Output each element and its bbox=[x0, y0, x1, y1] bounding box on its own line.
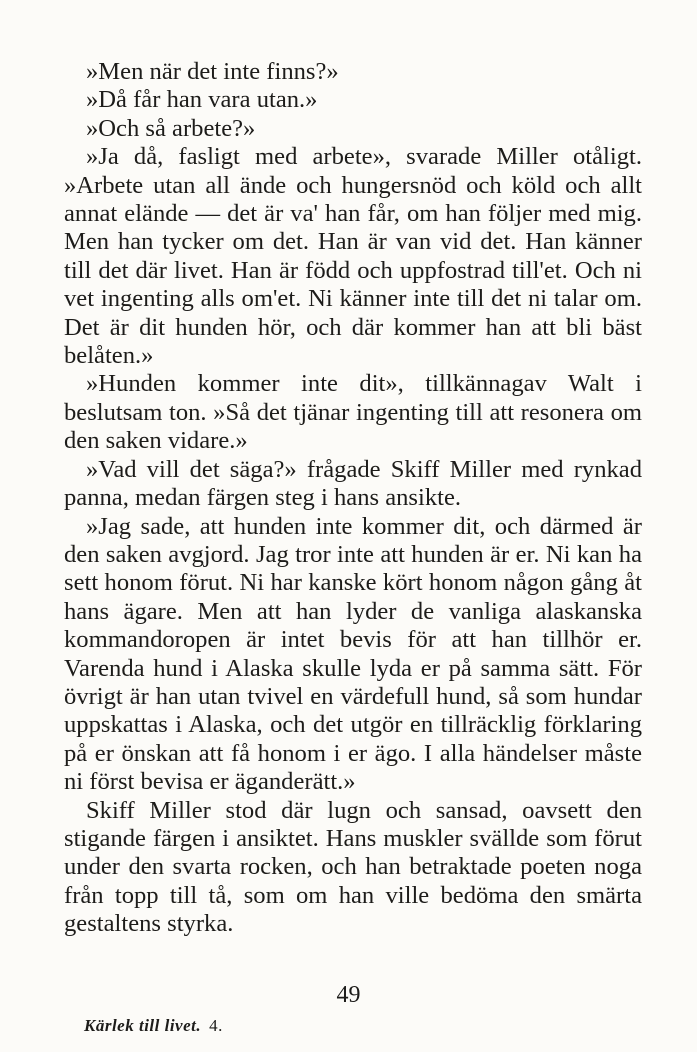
signature-number: 4. bbox=[209, 1016, 223, 1035]
paragraph-6: »Vad vill det säga?» frågade Skiff Miller med rynkad panna, medan färgen steg i hans ansikte. bbox=[64, 455, 642, 512]
signature-title: Kärlek till livet. bbox=[84, 1016, 202, 1035]
paragraph-7: »Jag sade, att hunden inte kommer dit, och därmed är den saken avgjord. Jag tror inte att hunden är er. Ni kan ha sett honom förut. Ni har kanske kört honom någon gång åt hans ägare. Men att han lyder de vanliga alaskanska kommandoropen är intet bevis för att han tillhör er. Varenda hund i Alaska skulle lyda er på samma sätt. För övrigt är han utan tvivel en värdefull hund, så som hundar uppskattas i Alaska, och det utgör en tillräcklig förklaring på er önskan att få honom i er ägo. I alla händelser måste ni först bevisa er äganderätt.» bbox=[64, 512, 642, 796]
paragraph-1: »Men när det inte finns?» bbox=[86, 58, 339, 85]
body-text bbox=[64, 58, 642, 939]
paragraph-8: Skiff Miller stod där lugn och sansad, oavsett den stigande färgen i ansiktet. Hans muskler svällde som förut under den svarta rocken, och han betraktade poeten noga från topp till tå, som om han ville bedöma den smärta gestaltens styrka. bbox=[64, 796, 642, 938]
printer-signature bbox=[84, 1016, 223, 1036]
page-number: 49 bbox=[336, 982, 361, 1008]
paragraph-3: »Och så arbete?» bbox=[86, 114, 256, 142]
paragraph-5: »Hunden kommer inte dit», tillkännagav Walt i beslutsam ton. »Så det tjänar ingenting till att resonera om den saken vidare.» bbox=[64, 370, 642, 455]
paragraph-4: »Ja då, fasligt med arbete», svarade Miller otåligt. »Arbete utan all ände och hungersnöd och köld och allt annat elände — det är va' han får, om han följer med mig. Men han tycker om det. Han är van vid det. Han känner till det där livet. Han är född och uppfostrad till'et. Och ni vet ingenting alls om'et. Ni känner inte till det ni talar om. Det är dit hunden hör, och där kommer han att bli bäst belåten.» bbox=[64, 143, 642, 370]
paragraph-2: »Då får han vara utan.» bbox=[86, 86, 318, 114]
